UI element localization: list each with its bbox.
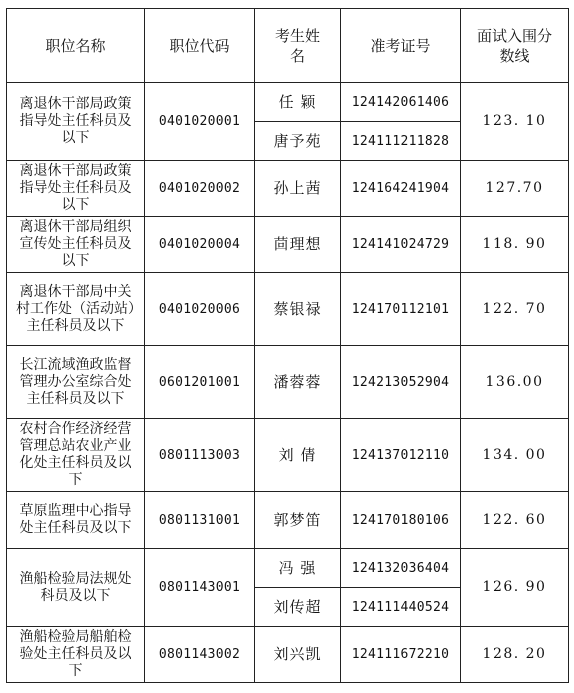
table-row <box>7 83 569 122</box>
position-code-cell: 0801143001 <box>145 549 255 627</box>
interview-cutoff-table <box>6 8 569 683</box>
position-code-cell: 0801143002 <box>145 627 255 683</box>
candidate-name-cell: 孙上茜 <box>255 161 341 217</box>
table-row <box>7 161 569 217</box>
cutoff-score-cell: 122. 70 <box>461 273 569 346</box>
cutoff-score-cell: 134. 00 <box>461 419 569 492</box>
candidate-name-cell: 潘蓉蓉 <box>255 346 341 419</box>
table-row <box>7 627 569 683</box>
table-row <box>7 273 569 346</box>
position-code-cell: 0601201001 <box>145 346 255 419</box>
results-table-container <box>6 8 569 683</box>
position-code-cell: 0401020002 <box>145 161 255 217</box>
exam-ticket-cell: 124142061406 <box>341 83 461 122</box>
position-name-cell: 离退休干部局组织宣传处主任科员及以下 <box>7 217 145 273</box>
table-row <box>7 346 569 419</box>
position-name-cell: 农村合作经济经营管理总站农业产业化处主任科员及以下 <box>7 419 145 492</box>
cutoff-score-cell: 126. 90 <box>461 549 569 627</box>
header-cutoff-score: 面试入围分数线 <box>461 9 569 83</box>
exam-ticket-cell: 124170180106 <box>341 492 461 549</box>
position-name-cell: 离退休干部局政策指导处主任科员及以下 <box>7 83 145 161</box>
candidate-name-cell: 郭梦笛 <box>255 492 341 549</box>
position-name-cell: 离退休干部局中关村工作处（活动站）主任科员及以下 <box>7 273 145 346</box>
cutoff-score-cell: 128. 20 <box>461 627 569 683</box>
cutoff-score-cell: 118. 90 <box>461 217 569 273</box>
candidate-name-cell: 刘传超 <box>255 588 341 627</box>
position-name-cell: 渔船检验局船舶检验处主任科员及以下 <box>7 627 145 683</box>
cutoff-score-cell: 122. 60 <box>461 492 569 549</box>
candidate-name-cell: 蔡银禄 <box>255 273 341 346</box>
table-row <box>7 549 569 588</box>
exam-ticket-cell: 124111211828 <box>341 122 461 161</box>
header-candidate-name: 考生姓名 <box>255 9 341 83</box>
position-name-cell: 渔船检验局法规处科员及以下 <box>7 549 145 627</box>
position-code-cell: 0801131001 <box>145 492 255 549</box>
table-row <box>7 419 569 492</box>
position-code-cell: 0801113003 <box>145 419 255 492</box>
position-code-cell: 0401020004 <box>145 217 255 273</box>
exam-ticket-cell: 124111440524 <box>341 588 461 627</box>
candidate-name-cell: 唐予苑 <box>255 122 341 161</box>
position-code-cell: 0401020006 <box>145 273 255 346</box>
exam-ticket-cell: 124111672210 <box>341 627 461 683</box>
candidate-name-cell: 茴理想 <box>255 217 341 273</box>
candidate-name-cell: 刘兴凯 <box>255 627 341 683</box>
exam-ticket-cell: 124132036404 <box>341 549 461 588</box>
exam-ticket-cell: 124170112101 <box>341 273 461 346</box>
cutoff-score-cell: 123. 10 <box>461 83 569 161</box>
header-position-code: 职位代码 <box>145 9 255 83</box>
position-name-cell: 长江流域渔政监督管理办公室综合处主任科员及以下 <box>7 346 145 419</box>
candidate-name-cell: 刘 倩 <box>255 419 341 492</box>
header-position-name: 职位名称 <box>7 9 145 83</box>
cutoff-score-cell: 127.70 <box>461 161 569 217</box>
candidate-name-cell: 冯 强 <box>255 549 341 588</box>
header-exam-ticket: 准考证号 <box>341 9 461 83</box>
position-code-cell: 0401020001 <box>145 83 255 161</box>
header-row <box>7 9 569 83</box>
candidate-name-cell: 任 颖 <box>255 83 341 122</box>
exam-ticket-cell: 124141024729 <box>341 217 461 273</box>
exam-ticket-cell: 124137012110 <box>341 419 461 492</box>
table-row <box>7 492 569 549</box>
cutoff-score-cell: 136.00 <box>461 346 569 419</box>
exam-ticket-cell: 124213052904 <box>341 346 461 419</box>
position-name-cell: 离退休干部局政策指导处主任科员及以下 <box>7 161 145 217</box>
table-row <box>7 217 569 273</box>
position-name-cell: 草原监理中心指导处主任科员及以下 <box>7 492 145 549</box>
exam-ticket-cell: 124164241904 <box>341 161 461 217</box>
